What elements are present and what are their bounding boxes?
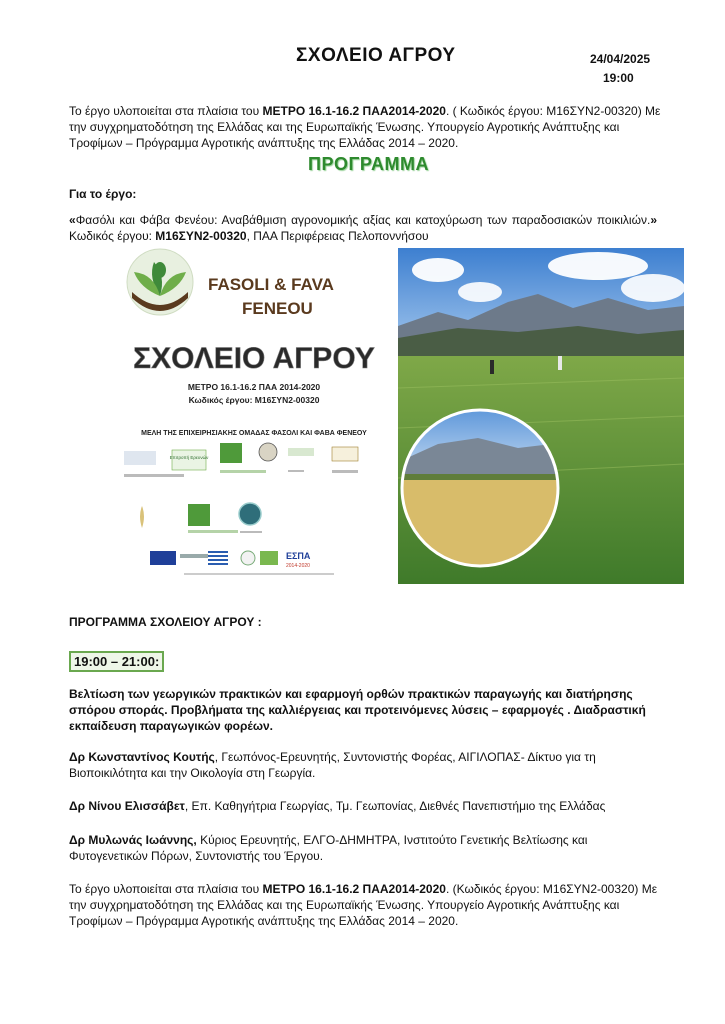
- outro-text-1: Το έργο υλοποιείται στα πλαίσια του: [69, 882, 263, 896]
- inset-tree-line: [398, 474, 568, 480]
- cloud-icon: [458, 282, 502, 302]
- speaker-name: Δρ Κωνσταντίνος Κουτής: [69, 750, 215, 764]
- partner-caption-line: [124, 474, 184, 477]
- outro-text-2: . (Κωδικός έργου: Μ16ΣΥΝ2-00320) Με την συγχρηματοδότηση της Ελλάδας και της Ευρωπαϊκής Ένωσης. Υπουργείο Αγροτικής Ανάπτυξης και Τροφίμων – Πρόγραμμα Αγροτικής ανάπτυξης της Ελλάδας 2014 – 2020.: [69, 882, 658, 928]
- intro-measure: ΜΕΤΡΟ 16.1-16.2 ΠΑΑ2014-2020: [262, 104, 446, 118]
- greek-flag-stripe: [208, 557, 228, 559]
- speaker-3: [69, 832, 669, 864]
- farmer-figure-icon: [490, 360, 494, 374]
- farmer-figure-icon: [558, 356, 562, 370]
- project-code-label: Κωδικός έργου:: [69, 229, 156, 243]
- speaker-affiliation: Κύριος Ερευνητής, ΕΛΓΟ-ΔΗΜΗΤΡΑ, Ινστιτούτο Γενετικής Βελτίωσης και Φυτογενετικών Πόρων, Συντονιστής του Έργου.: [69, 833, 588, 863]
- cloud-icon: [412, 258, 464, 282]
- funding-logos-row: [150, 551, 334, 575]
- speaker-affiliation: , Γεωπόνος-Ερευνητής, Συντονιστής Φορέας, ΑΙΓΙΛΟΠΑΣ- Δίκτυο για τη Βιοποικιλότητα και την Οικολογία στη Γεωργία.: [69, 750, 596, 780]
- poster-brand-line1: FASOLI & FAVA: [208, 275, 334, 294]
- field-photo: [398, 248, 684, 584]
- poster: [110, 248, 398, 584]
- wheat-logo-icon: [140, 506, 144, 528]
- rural-development-logo-icon: [260, 551, 278, 565]
- greek-flag-stripe: [208, 561, 228, 563]
- partner-box-logo-icon: [332, 447, 358, 461]
- cloud-icon: [548, 252, 648, 280]
- greek-flag-stripe: [208, 553, 228, 555]
- partner-green-logo-icon: [220, 443, 242, 463]
- project-code: Μ16ΣΥΝ2-00320: [155, 229, 247, 243]
- outro-measure: ΜΕΤΡΟ 16.1-16.2 ΠΑΑ2014-2020: [262, 882, 446, 896]
- ministry-logo-icon: [124, 451, 156, 465]
- partner-green-logo-2-icon: [188, 504, 210, 526]
- partner-text-logo-icon: [288, 448, 314, 456]
- document-title: ΣΧΟΛΕΙΟ ΑΓΡΟΥ: [296, 45, 456, 66]
- program-logo-icon: [241, 551, 255, 565]
- project-paragraph: [69, 212, 657, 244]
- research-committee-text: Επιτροπή Ερευνών: [169, 455, 209, 460]
- espa-years-text: 2014-2020: [286, 563, 310, 569]
- intro-paragraph: [69, 103, 669, 151]
- partner-circle-logo-icon: [259, 443, 277, 461]
- outro-paragraph: [69, 881, 669, 929]
- funding-caption-line: [184, 573, 334, 575]
- partner-caption-line: [220, 470, 266, 473]
- poster-brand-line2: FENEOU: [242, 299, 313, 318]
- partner-seal-logo-icon: [239, 503, 261, 525]
- intro-text-2: . ( Κωδικός έργου: Μ16ΣΥΝ2-00320) Με την συγχρηματοδότηση της Ελλάδας και της Ευρωπαϊκής Ένωσης. Υπουργείο Αγροτικής Ανάπτυξης και Τροφίμων – Πρόγραμμα Αγροτικής ανάπτυξης της Ελλάδας 2014 – 2020.: [69, 104, 661, 150]
- speaker-2: [69, 798, 669, 814]
- poster-code: Κωδικός έργου: Μ16ΣΥΝ2-00320: [188, 395, 320, 405]
- schedule-time-range: 19:00 – 21:00:: [69, 651, 164, 672]
- eu-caption-line: [180, 554, 210, 558]
- research-committee-logo-icon: [172, 450, 206, 470]
- event-date: 24/04/2025: [590, 52, 651, 66]
- speaker-name: Δρ Μυλωνάς Ιωάννης,: [69, 833, 197, 847]
- cloud-icon: [621, 274, 684, 302]
- project-region: , ΠΑΑ Περιφέρειας Πελοποννήσου: [246, 229, 429, 243]
- eu-flag-icon: [150, 551, 176, 565]
- partner-caption-line: [188, 530, 238, 533]
- partner-logos-row-1: [124, 443, 358, 477]
- quote-close: »: [650, 213, 657, 227]
- fasoli-logo-icon: [127, 249, 193, 315]
- quote-open: «: [69, 213, 76, 227]
- poster-graphic: [110, 248, 398, 584]
- espa-logo-text: ΕΣΠΑ: [286, 551, 311, 561]
- program-heading: ΠΡΟΓΡΑΜΜΑ: [308, 154, 429, 174]
- partner-caption-line: [288, 470, 304, 472]
- partner-caption-line: [332, 470, 358, 473]
- speaker-name: Δρ Νίνου Ελισσάβετ: [69, 799, 185, 813]
- project-name: Φασόλι και Φάβα Φενέου: Αναβάθμιση αγρονομικής αξίας και κατοχύρωση των παραδοσιακών ποικιλιών.: [75, 213, 651, 227]
- poster-members: ΜΕΛΗ ΤΗΣ ΕΠΙΧΕΙΡΗΣΙΑΚΗΣ ΟΜΑΔΑΣ ΦΑΣΟΛΙ ΚΑΙ ΦΑΒΑ ΦΕΝΕΟΥ: [141, 430, 367, 437]
- event-time: 19:00: [603, 71, 634, 85]
- partner-logos-row-2: [140, 503, 262, 533]
- intro-text-1: Το έργο υλοποιείται στα πλαίσια του: [69, 104, 263, 118]
- speaker-1: [69, 749, 669, 781]
- speaker-affiliation: , Επ. Καθηγήτρια Γεωργίας, Τμ. Γεωπονίας, Διεθνές Πανεπιστήμιο της Ελλάδας: [184, 799, 606, 813]
- field-photo-graphic: [398, 248, 684, 584]
- partner-caption-line: [240, 531, 262, 533]
- schedule-topic: Βελτίωση των γεωργικών πρακτικών και εφαρμογή ορθών πρακτικών παραγωγής και διατήρησης σπόρου σποράς. Προβλήματα της καλλιέργειας και προτεινόμενες λύσεις – εφαρμογές . Διαδραστική εκπαίδευση παραγωγικών φορέων.: [69, 687, 646, 733]
- poster-big-title: ΣΧΟΛΕΙΟ ΑΓΡΟΥ: [133, 342, 375, 375]
- schedule-title: ΠΡΟΓΡΑΜΜΑ ΣΧΟΛΕΙΟΥ ΑΓΡΟΥ :: [69, 615, 262, 629]
- project-label: Για το έργο:: [69, 187, 137, 201]
- poster-measure: ΜΕΤΡΟ 16.1-16.2 ΠΑΑ 2014-2020: [187, 382, 321, 392]
